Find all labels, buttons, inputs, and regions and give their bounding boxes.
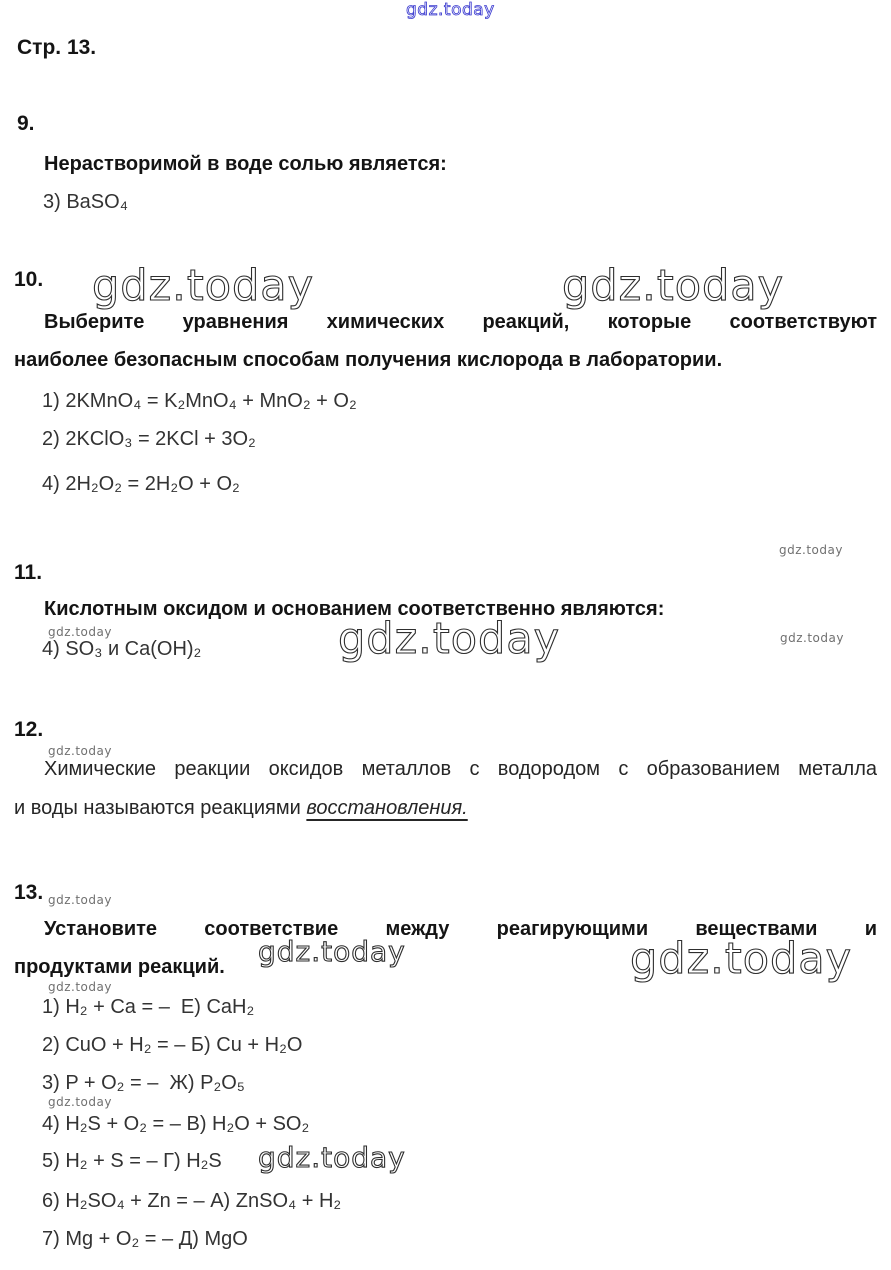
- question-13-number: 13.: [14, 881, 44, 904]
- watermark-gdz-small-6: gdz.today: [48, 980, 112, 994]
- watermark-gdz-small-1: gdz.today: [779, 543, 843, 557]
- question-10-equation-1: 1) 2KMnO₄ = K₂MnO₄ + MnO₂ + O₂: [42, 390, 357, 412]
- watermark-gdz-large-3: gdz.today: [630, 934, 853, 984]
- watermark-gdz-large-1: gdz.today: [92, 261, 315, 311]
- question-13-prompt-line-2: продуктами реакций.: [14, 956, 225, 978]
- page-title: Стр. 13.: [17, 36, 97, 59]
- question-12-text-line-2: [14, 797, 468, 820]
- watermark-gdz-small-2: gdz.today: [48, 625, 112, 639]
- question-13-pair-6: 6) H₂SO₄ + Zn = – А) ZnSO₄ + H₂: [42, 1190, 342, 1212]
- question-11-answer: 4) SO₃ и Ca(OH)₂: [42, 638, 202, 660]
- watermark-gdz-large-center: gdz.today: [338, 614, 561, 664]
- question-13-pair-2: 2) CuO + H₂ = – Б) Cu + H₂O: [42, 1034, 303, 1056]
- watermark-gdz-small-7: gdz.today: [48, 1095, 112, 1109]
- watermark-gdz-large-2: gdz.today: [562, 261, 785, 311]
- question-13-pair-1: 1) H₂ + Ca = – Е) CaH₂: [42, 996, 255, 1018]
- question-9-answer: 3) BaSO₄: [43, 191, 128, 213]
- watermark-gdz-small-3: gdz.today: [780, 631, 844, 645]
- watermark-gdz-small-5: gdz.today: [48, 893, 112, 907]
- question-13-pair-7: 7) Mg + O₂ = – Д) MgO: [42, 1228, 248, 1250]
- question-13-pair-3: 3) P + O₂ = – Ж) P₂O₅: [42, 1072, 245, 1094]
- question-10-prompt-line-1: Выберите уравнения химических реакций, которые соответствуют: [44, 311, 877, 333]
- watermark-gdz-small-4: gdz.today: [48, 744, 112, 758]
- watermark-gdz-medium-1: gdz.today: [258, 935, 406, 968]
- question-10-equation-3: 4) 2H₂O₂ = 2H₂O + O₂: [42, 473, 240, 495]
- question-13-pair-5: 5) H₂ + S = – Г) H₂S: [42, 1150, 222, 1172]
- question-9-prompt: Нерастворимой в воде солью является:: [44, 153, 447, 175]
- question-10-prompt-line-2: наиболее безопасным способам получения кислорода в лаборатории.: [14, 349, 723, 371]
- question-12-text-line-2-start: и воды называются реакциями: [14, 797, 307, 819]
- question-13-pair-4: 4) H₂S + O₂ = – В) H₂O + SO₂: [42, 1113, 310, 1135]
- question-13-prompt-line-1: Установите соответствие между реагирующими веществами и: [44, 918, 877, 940]
- question-10-equation-2: 2) 2KClO₃ = 2KCl + 3O₂: [42, 428, 256, 450]
- question-11-number: 11.: [14, 561, 43, 584]
- question-9-number: 9.: [17, 112, 35, 135]
- question-11-prompt: Кислотным оксидом и основанием соответственно являются:: [44, 598, 665, 620]
- question-12-answer-word: восстановления.: [306, 797, 468, 819]
- question-12-number: 12.: [14, 718, 44, 741]
- watermark-gdz-medium-2: gdz.today: [258, 1141, 406, 1174]
- question-12-text-line-1: Химические реакции оксидов металлов с водородом с образованием металла: [44, 758, 877, 780]
- question-10-number: 10.: [14, 268, 44, 291]
- watermark-gdz-top: gdz.today: [406, 0, 495, 20]
